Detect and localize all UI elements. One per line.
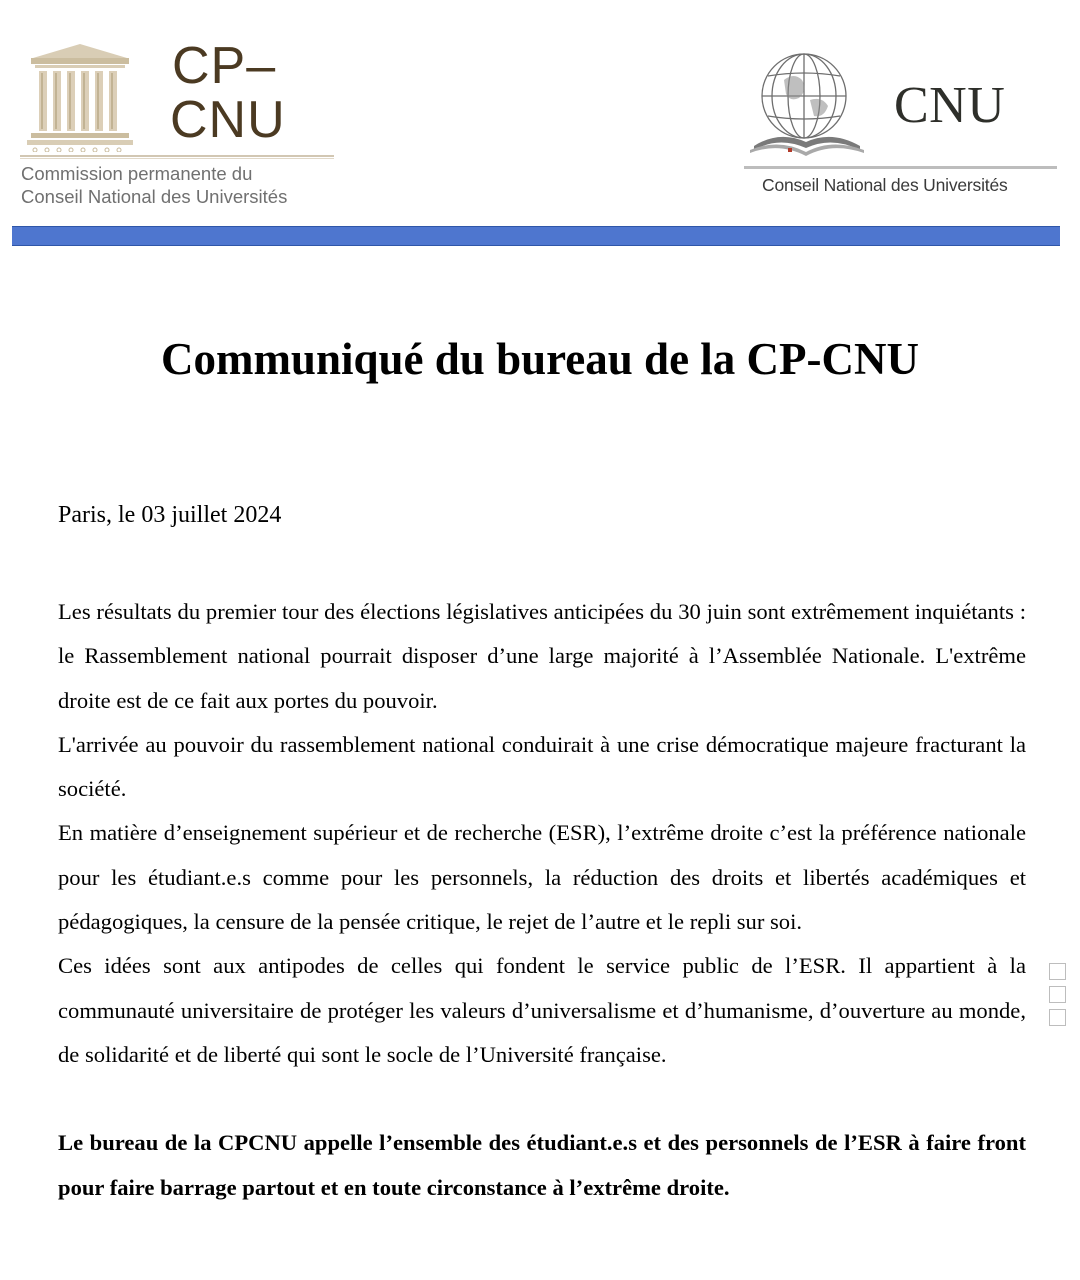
page-side-controls bbox=[1049, 963, 1069, 1032]
document-title: Communiqué du bureau de la CP-CNU bbox=[160, 334, 920, 384]
body-paragraph: En matière d’enseignement supérieur et de recherche (ESR), l’extrême droite c’est la préférence nationale pour les étudiant.e.s comme pour les personnels, la réduction des droits et libertés académiques et pédagogiques, la censure de la pensée critique, le rejet de l’autre et le repli sur soi. bbox=[58, 820, 1026, 935]
side-control-box[interactable] bbox=[1049, 1009, 1066, 1026]
body-paragraph: Ces idées sont aux antipodes de celles qui fondent le service public de l’ESR. Il appartient à la communauté universitaire de protéger les valeurs d’universalisme et d’humanisme, d’ouverture au monde, de solidarité et de liberté qui sont le socle de l’Université française. bbox=[58, 953, 1026, 1067]
globe-book-icon bbox=[744, 50, 869, 160]
conclusion-paragraph: Le bureau de la CPCNU appelle l’ensemble des étudiant.e.s et des personnels de l’ESR à faire front pour faire barrage partout et en toute circonstance à l’extrême droite. bbox=[58, 1130, 1026, 1200]
side-control-box[interactable] bbox=[1049, 963, 1066, 980]
logo-subtitle-right: Conseil National des Universités bbox=[762, 175, 1008, 195]
logo-cnu-text: CNU bbox=[170, 91, 286, 149]
temple-columns-icon bbox=[25, 42, 135, 152]
body-paragraph: L'arrivée au pouvoir du rassemblement national conduirait à une crise démocratique majeure fracturant la société. bbox=[58, 731, 1026, 802]
document-date: Paris, le 03 juillet 2024 bbox=[58, 502, 282, 528]
logo-divider-right bbox=[744, 166, 1057, 169]
body-paragraph: Les résultats du premier tour des élections législatives anticipées du 30 juin sont extrêmement inquiétants : le Rassemblement national pourrait disposer d’une large majorité à l’Assemblée Nationale. L'extrême droite est de ce fait aux portes du pouvoir. bbox=[58, 599, 1026, 713]
logo-subtitle-line2: Conseil National des Universités bbox=[21, 186, 288, 207]
logo-divider bbox=[20, 155, 334, 157]
cp-cnu-logo bbox=[20, 38, 338, 210]
side-control-box[interactable] bbox=[1049, 986, 1066, 1003]
logo-cnu-word: CNU bbox=[894, 77, 1006, 134]
document-body bbox=[58, 590, 1026, 1210]
header-blue-bar bbox=[12, 226, 1060, 246]
logo-cp-text: CP– bbox=[172, 37, 277, 95]
logo-divider-thin bbox=[20, 158, 334, 159]
cnu-logo bbox=[744, 50, 1060, 200]
logo-subtitle-line1: Commission permanente du bbox=[21, 163, 253, 184]
